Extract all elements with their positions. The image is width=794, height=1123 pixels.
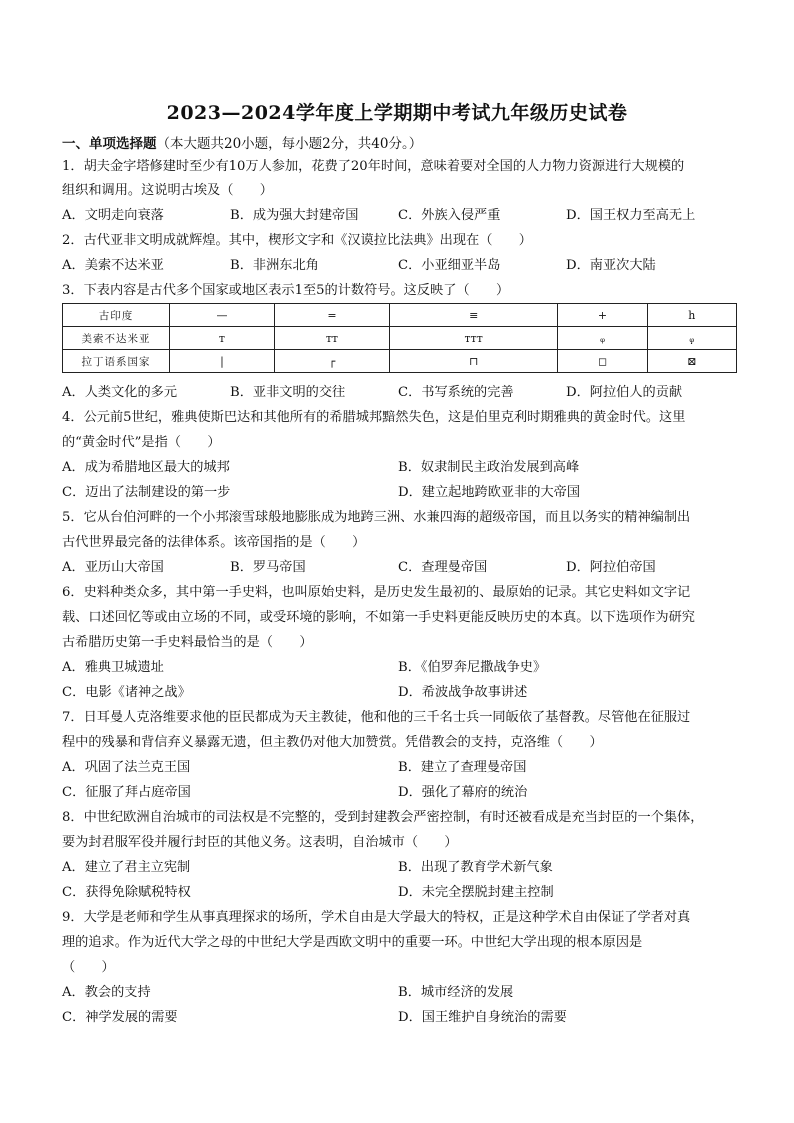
q1-line: 组织和调用。这说明古埃及（ ）	[62, 183, 273, 198]
symbol-cell: ᴛᴛᴛ	[389, 327, 557, 350]
q9-line: （ ）	[62, 960, 115, 975]
table-row	[63, 327, 737, 350]
q9-option-d[interactable]: D．国王维护自身统治的需要	[398, 1010, 567, 1025]
q6-line: 古希腊历史第一手史料最恰当的是（ ）	[62, 635, 313, 650]
row-label: 古印度	[63, 304, 170, 327]
q3-option-d[interactable]: D．阿拉伯人的贡献	[566, 385, 683, 400]
q5-option-a[interactable]: A．亚历山大帝国	[62, 560, 164, 575]
q6-line: 6．史料种类众多，其中第一手史料，也叫原始史料，是历史发生最初的、最原始的记录。其它史料如文字记	[62, 585, 691, 600]
symbol-cell: ≡	[389, 304, 557, 327]
symbol-cell: ⊠	[647, 350, 736, 373]
q5-option-d[interactable]: D．阿拉伯帝国	[566, 560, 656, 575]
q1-line: 1．胡夫金字塔修建时至少有10万人参加，花费了20年时间，意味着要对全国的人力物力资源进行大规模的	[62, 159, 685, 174]
section-heading	[62, 132, 422, 152]
q3-option-a[interactable]: A．人类文化的多元	[62, 385, 178, 400]
q5-line: 古代世界最完备的法律体系。该帝国指的是（ ）	[62, 535, 366, 550]
q6-line: 载、口述回忆等或由立场的不同，或受环境的影响，不如第一手史料更能反映历史的本真。以下选项作为研究	[62, 610, 695, 625]
table-row	[63, 304, 737, 327]
symbol-cell: ᴛ	[170, 327, 275, 350]
q7-line: 7．日耳曼人克洛维要求他的臣民都成为天主教徒，他和他的三千名士兵一同皈依了基督教。尽管他在征服过	[62, 710, 691, 725]
table-row	[63, 350, 737, 373]
q9-line: 理的追求。作为近代大学之母的中世纪大学是西欧文明中的重要一环。中世纪大学出现的根本原因是	[62, 935, 643, 950]
q2-option-c[interactable]: C．小亚细亚半岛	[398, 258, 501, 273]
q4-option-a[interactable]: A．成为希腊地区最大的城邦	[62, 460, 230, 475]
row-label: 拉丁语系国家	[63, 350, 170, 373]
q8-option-d[interactable]: D．未完全摆脱封建主控制	[398, 885, 554, 900]
q6-option-b[interactable]: B．《伯罗奔尼撒战争史》	[398, 660, 547, 675]
symbol-cell: ◻	[558, 350, 647, 373]
q5-line: 5．它从台伯河畔的一个小邦滚雪球般地膨胀成为地跨三洲、水兼四海的超级帝国，而且以务实的精神编制出	[62, 510, 691, 525]
q9-line: 9．大学是老师和学生从事真理探求的场所，学术自由是大学最大的特权，正是这种学术自由保证了学者对真	[62, 910, 691, 925]
q8-line: 要为封君服军役并履行封臣的其他义务。这表明，自治城市（ ）	[62, 835, 458, 850]
symbol-cell: ᴛᴛ	[274, 327, 389, 350]
q3-option-c[interactable]: C．书写系统的完善	[398, 385, 514, 400]
symbol-cell: ┌	[274, 350, 389, 373]
q8-line: 8．中世纪欧洲自治城市的司法权是不完整的，受到封建教会严密控制，有时还被看成是充当封臣的一个集体，	[62, 810, 704, 825]
q1-option-c[interactable]: C．外族入侵严重	[398, 208, 501, 223]
q8-option-b[interactable]: B．出现了教育学术新气象	[398, 860, 553, 875]
symbol-cell: h	[647, 304, 736, 327]
symbol-cell: ᵩ	[558, 327, 647, 350]
q2-option-d[interactable]: D．南亚次大陆	[566, 258, 656, 273]
q7-option-d[interactable]: D．强化了幕府的统治	[398, 785, 528, 800]
q2-option-b[interactable]: B．非洲东北角	[230, 258, 319, 273]
q4-line: 的“黄金时代”是指（ ）	[62, 435, 221, 450]
q3-option-b[interactable]: B．亚非文明的交往	[230, 385, 346, 400]
section-note: （本大题共20小题，每小题2分，共40分。）	[156, 136, 423, 152]
q4-option-d[interactable]: D．建立起地跨欧亚非的大帝国	[398, 485, 581, 500]
q7-option-b[interactable]: B．建立了查理曼帝国	[398, 760, 527, 775]
q9-option-c[interactable]: C．神学发展的需要	[62, 1010, 178, 1025]
symbol-cell: ᵩ̣	[647, 327, 736, 350]
q3-line: 3．下表内容是古代多个国家或地区表示1至5的计数符号。这反映了（ ）	[62, 283, 510, 298]
symbol-cell: ⊓	[389, 350, 557, 373]
q8-option-c[interactable]: C．获得免除赋税特权	[62, 885, 191, 900]
counting-symbols-table	[62, 303, 737, 373]
q7-option-a[interactable]: A．巩固了法兰克王国	[62, 760, 191, 775]
row-label: 美索不达米亚	[63, 327, 170, 350]
q6-option-a[interactable]: A．雅典卫城遗址	[62, 660, 164, 675]
q4-line: 4．公元前5世纪，雅典使斯巴达和其他所有的希腊城邦黯然失色，这是伯里克利时期雅典的黄金时代。这里	[62, 410, 686, 425]
q9-option-a[interactable]: A．教会的支持	[62, 985, 151, 1000]
section-label: 一、单项选择题	[62, 136, 157, 152]
q5-option-b[interactable]: B．罗马帝国	[230, 560, 306, 575]
q6-option-c[interactable]: C．电影《诸神之战》	[62, 685, 191, 700]
q5-option-c[interactable]: C．查理曼帝国	[398, 560, 488, 575]
q9-option-b[interactable]: B．城市经济的发展	[398, 985, 514, 1000]
symbol-cell: |	[170, 350, 275, 373]
q1-option-b[interactable]: B．成为强大封建帝国	[230, 208, 359, 223]
q2-option-a[interactable]: A．美索不达米亚	[62, 258, 164, 273]
symbol-cell: —	[170, 304, 275, 327]
q8-option-a[interactable]: A．建立了君主立宪制	[62, 860, 191, 875]
q7-option-c[interactable]: C．征服了拜占庭帝国	[62, 785, 191, 800]
q2-line: 2．古代亚非文明成就辉煌。其中，楔形文字和《汉谟拉比法典》出现在（ ）	[62, 233, 532, 248]
q4-option-b[interactable]: B．奴隶制民主政治发展到高峰	[398, 460, 580, 475]
q7-line: 程中的残暴和背信弃义暴露无遗，但主教仍对他大加赞赏。凭借教会的支持，克洛维（ ）	[62, 735, 603, 750]
exam-title: 2023—2024学年度上学期期中考试九年级历史试卷	[166, 102, 628, 124]
symbol-cell: =	[274, 304, 389, 327]
q1-option-a[interactable]: A．文明走向衰落	[62, 208, 164, 223]
q6-option-d[interactable]: D．希波战争故事讲述	[398, 685, 528, 700]
q4-option-c[interactable]: C．迈出了法制建设的第一步	[62, 485, 231, 500]
q1-option-d[interactable]: D．国王权力至高无上	[566, 208, 696, 223]
symbol-cell: +	[558, 304, 647, 327]
